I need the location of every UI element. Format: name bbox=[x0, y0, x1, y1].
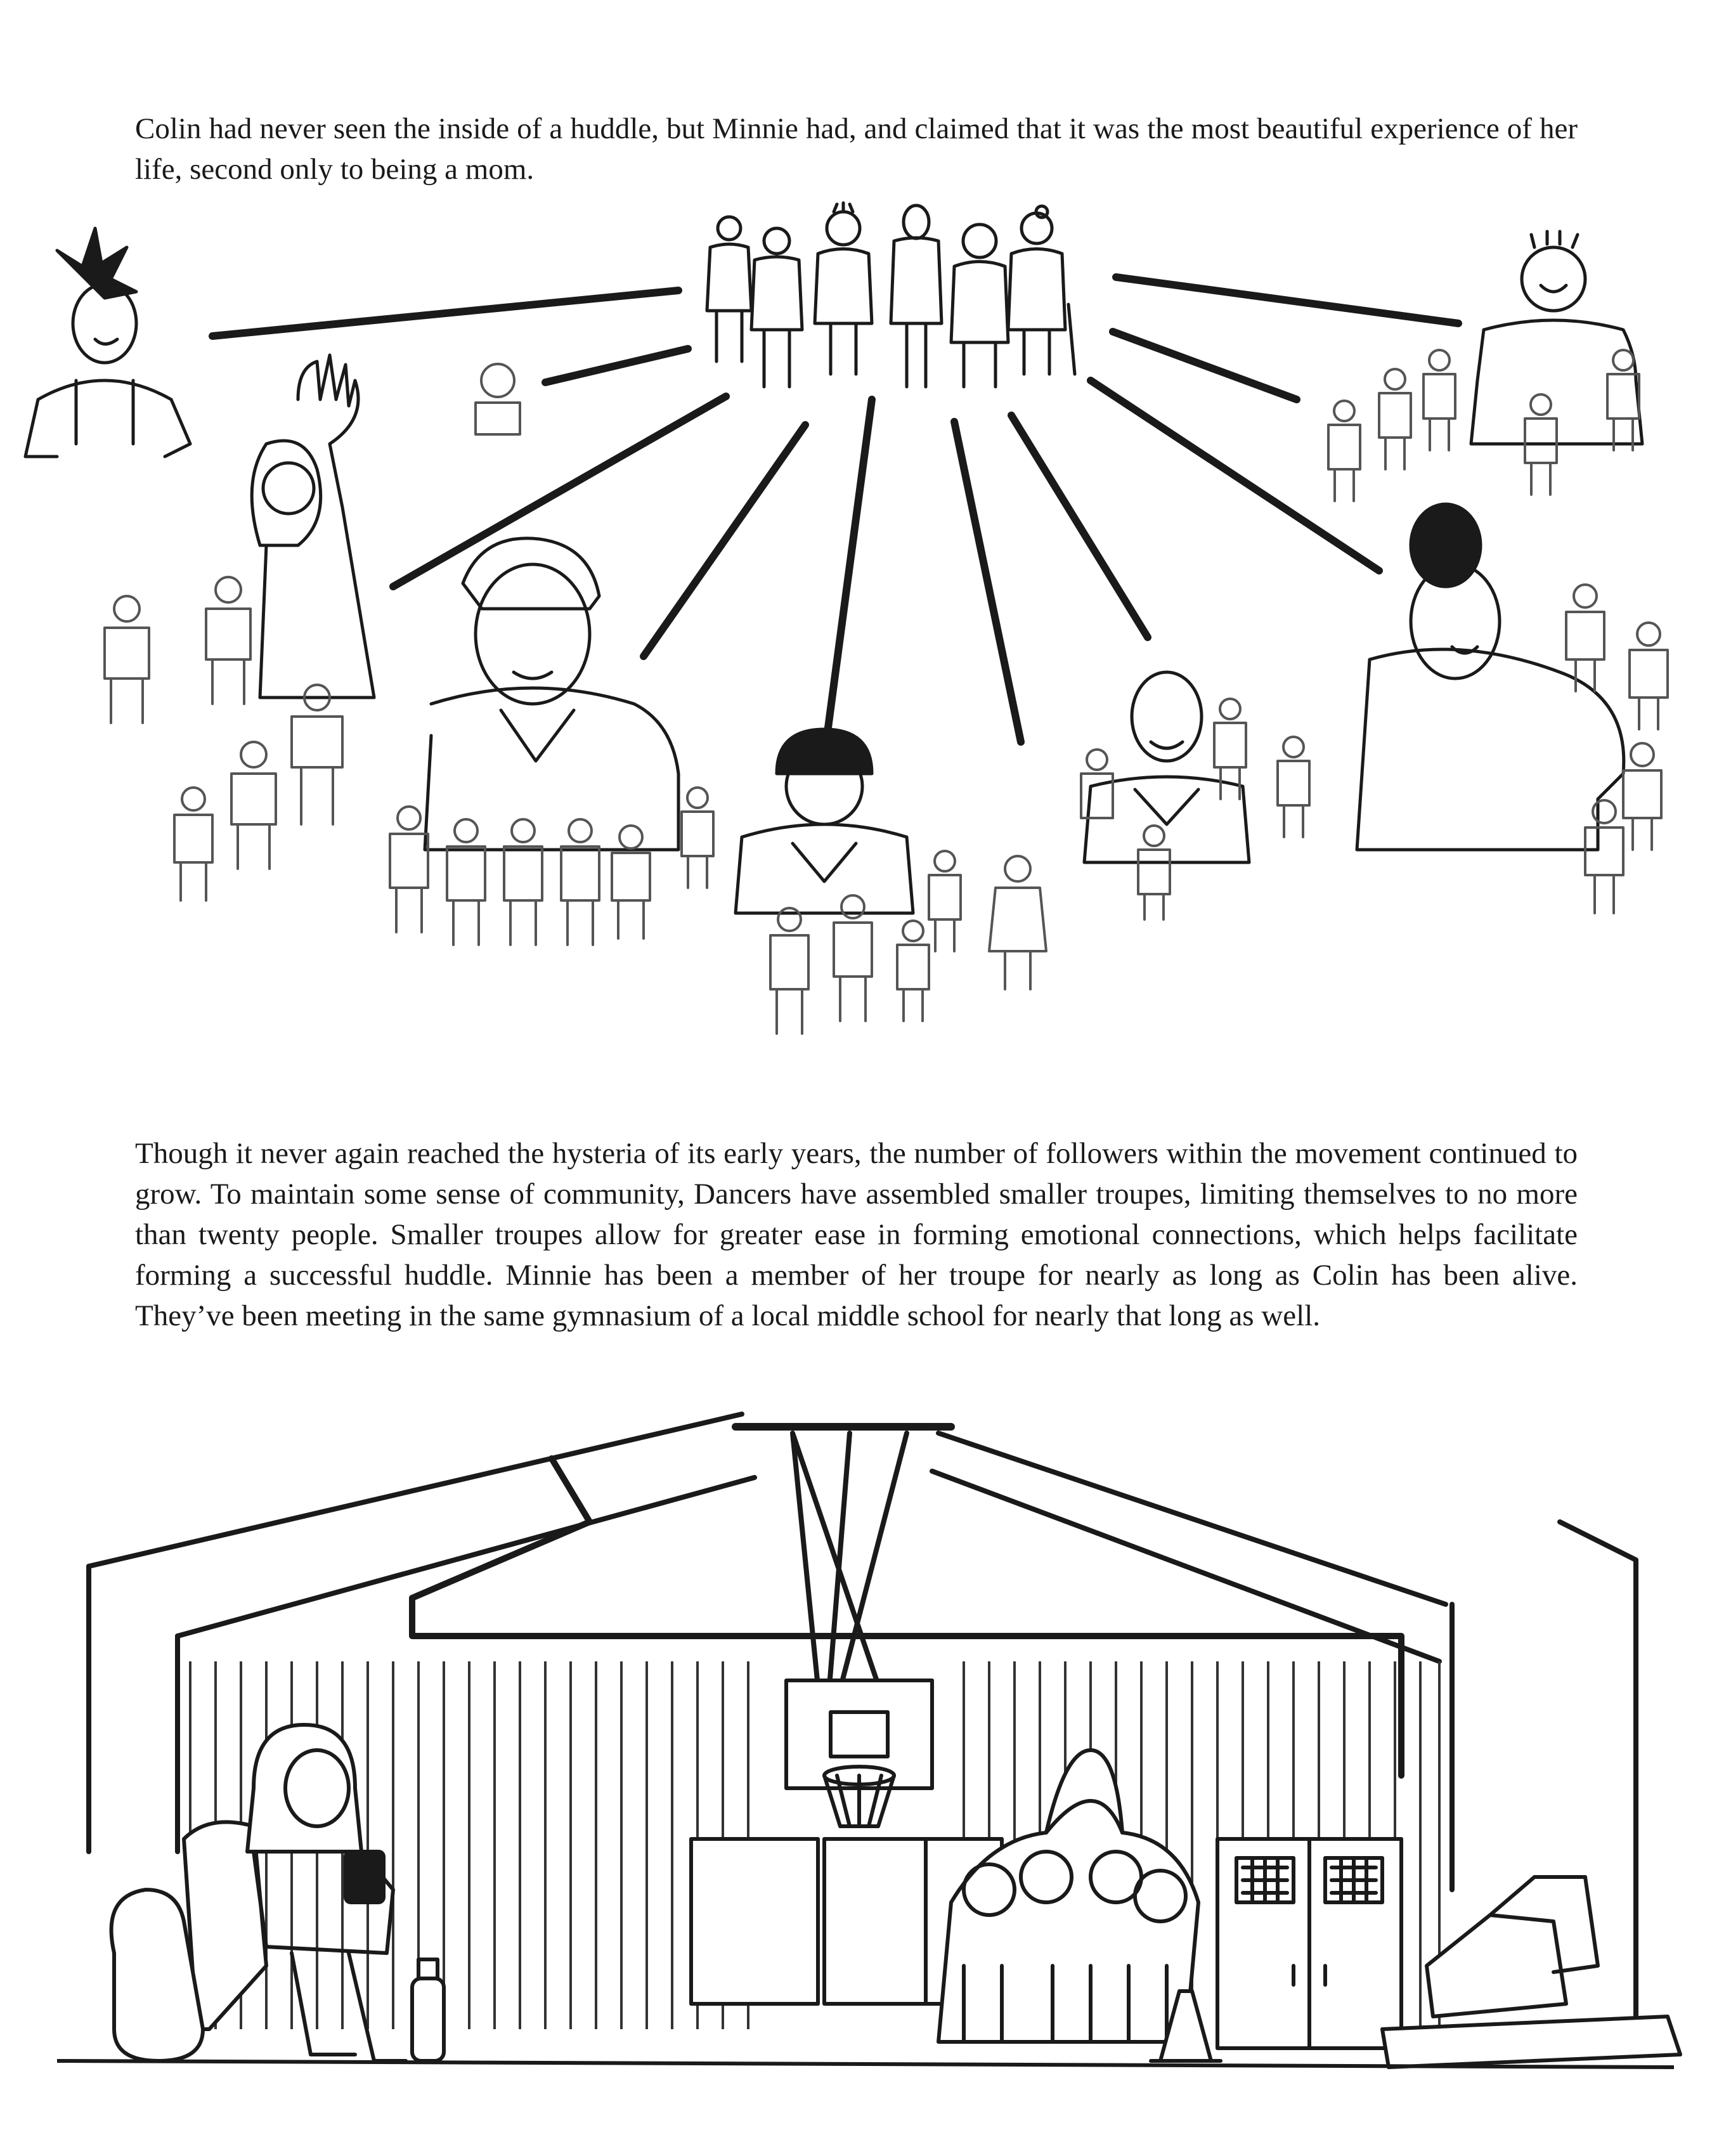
small-figures-bun bbox=[1566, 585, 1668, 913]
small-figures-bald bbox=[1081, 699, 1309, 919]
figure-bowl-cut bbox=[736, 729, 913, 913]
huddle-group bbox=[938, 1750, 1198, 2042]
figure-messy-hair bbox=[425, 538, 678, 850]
caption-top: Colin had never seen the inside of a huddle, but Minnie had, and claimed that it was the most beautiful experience of her life, second only to being a mom. bbox=[135, 112, 1578, 186]
central-group bbox=[707, 203, 1075, 387]
figure-spiky-hair bbox=[25, 228, 190, 457]
figure-waving bbox=[252, 355, 374, 698]
small-figures-right bbox=[1328, 350, 1639, 501]
troupes-radial-illustration bbox=[0, 190, 1712, 1065]
gymnasium-illustration bbox=[0, 1395, 1712, 2143]
figure-smiling bbox=[1471, 231, 1642, 444]
figure-small-head bbox=[476, 364, 520, 434]
small-figures-waving bbox=[231, 685, 342, 869]
water-bottle bbox=[412, 1959, 444, 2061]
small-figures-left bbox=[105, 577, 250, 900]
double-doors bbox=[1217, 1839, 1401, 2048]
small-figures-messy bbox=[390, 788, 713, 945]
backboard bbox=[786, 1680, 932, 1826]
seated-figure-with-tablet bbox=[184, 1725, 406, 2061]
caption-middle: Though it never again reached the hysteria of its early years, the number of followers within the movement continued to grow. To maintain some sense of community, Dancers have assembled smaller troupes, limiting themselves to no more than twenty people. Smaller troupes allow for greater ease in forming emotional connections, which helps facilitate forming a successful huddle. Minnie has been a member of her troupe for nearly as long as Colin has been alive. They’ve been meeting in the same gymnasium of a local middle school for nearly that long as well. bbox=[135, 1137, 1578, 1332]
radiating-lines bbox=[212, 277, 1458, 742]
small-figures-bowl bbox=[770, 851, 1046, 1034]
figure-hair-bun bbox=[1357, 504, 1624, 850]
